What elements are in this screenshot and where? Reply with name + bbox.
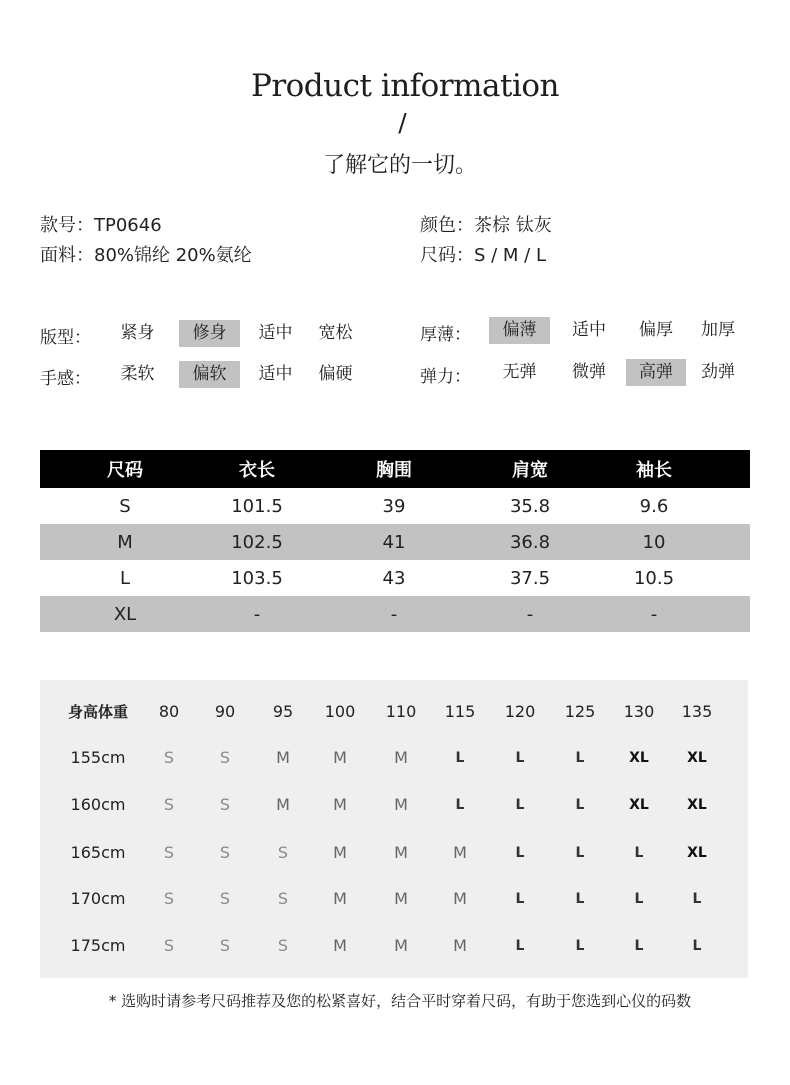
elasticity-option-unselected: 劲弹 (701, 362, 735, 382)
feel-option-unselected: 偏硬 (318, 364, 353, 384)
size-recommendation-cell: M (394, 889, 408, 908)
size-recommendation-cell: M (276, 748, 290, 767)
size-recommendation-cell: M (276, 795, 290, 814)
size-recommendation-cell: M (394, 843, 408, 862)
size-recommendation-cell: L (515, 845, 525, 861)
size-recommendation-cell: S (163, 936, 175, 955)
feel-option-selected: 偏软 (179, 361, 240, 388)
size-recommendation-cell: L (575, 797, 585, 813)
size-table-cell: - (390, 603, 398, 625)
weight-header-cell: 130 (623, 702, 655, 721)
size-recommendation-cell: L (575, 891, 585, 907)
elasticity-option-unselected: 微弹 (572, 362, 606, 382)
feel-option-unselected: 适中 (258, 364, 293, 384)
fit-attribute-label: 版型： (40, 328, 91, 348)
size-table-cell: 10 (642, 531, 666, 553)
size-table-cell: 102.5 (231, 531, 283, 553)
fit-option-selected: 修身 (179, 320, 240, 347)
size-table-header-cell: 尺码 (107, 460, 143, 481)
size-table-cell: L (119, 567, 131, 589)
size-recommendation-cell: M (453, 936, 467, 955)
size-table-cell: - (253, 603, 261, 625)
size-recommendation-cell: L (515, 891, 525, 907)
size-recommendation-cell: L (634, 845, 644, 861)
size-table-cell: 43 (382, 567, 406, 589)
size-recommendation-cell: S (219, 936, 231, 955)
fit-chart-row (40, 931, 748, 961)
size-table-header-cell: 胸围 (376, 460, 412, 481)
size-table-cell: 101.5 (231, 495, 283, 517)
size-recommendation-cell: S (219, 889, 231, 908)
height-label: 160cm (70, 795, 126, 814)
size-recommendation-cell: L (692, 938, 702, 954)
size-recommendation-cell: L (515, 938, 525, 954)
size-recommendation-cell: M (453, 843, 467, 862)
title-divider: / (398, 108, 407, 137)
size-recommendation-cell: M (333, 795, 347, 814)
size-recommendation-cell: L (634, 891, 644, 907)
fit-chart-row (40, 884, 748, 914)
size-recommendation-cell: L (515, 750, 525, 766)
elasticity-option-selected: 高弹 (626, 359, 686, 386)
weight-header-cell: 135 (681, 702, 713, 721)
size-table-cell: 35.8 (509, 495, 551, 517)
size-recommendation-cell: L (515, 797, 525, 813)
weight-header-cell: 120 (504, 702, 536, 721)
size-recommendation-cell: S (163, 748, 175, 767)
fit-option-unselected: 紧身 (120, 323, 155, 343)
size-recommendation-cell: L (575, 750, 585, 766)
size-recommendation-cell: S (163, 795, 175, 814)
size-recommendation-cell: L (634, 938, 644, 954)
size-recommendation-cell: M (333, 889, 347, 908)
size-table-cell: S (119, 495, 131, 517)
size-table-cell: 39 (382, 495, 406, 517)
size-recommendation-cell: XL (629, 750, 649, 766)
page-subtitle: 了解它的一切。 (322, 153, 477, 178)
size-table-cell: XL (113, 603, 137, 625)
size-recommendation-cell: M (394, 795, 408, 814)
size-recommendation-cell: S (163, 889, 175, 908)
thickness-option-selected: 偏薄 (489, 317, 550, 344)
thickness-option-unselected: 加厚 (701, 320, 735, 340)
size-recommendation-cell: XL (687, 797, 707, 813)
thickness-attribute-label: 厚薄： (420, 325, 471, 345)
size-table-cell: 41 (382, 531, 406, 553)
size-table-cell: - (526, 603, 534, 625)
size-recommendation-cell: S (277, 889, 289, 908)
size-recommendation-cell: M (394, 748, 408, 767)
size-recommendation-cell: XL (687, 845, 707, 861)
thickness-option-unselected: 偏厚 (639, 320, 673, 340)
height-label: 175cm (70, 936, 126, 955)
fit-chart-row (40, 838, 748, 868)
weight-header-cell: 115 (444, 702, 476, 721)
size-recommendation-cell: M (394, 936, 408, 955)
size-recommendation-cell: L (575, 845, 585, 861)
size-table-header (40, 450, 750, 488)
size-table-header-cell: 肩宽 (512, 460, 548, 481)
size-recommendation-cell: L (455, 797, 465, 813)
size-table-header-cell: 衣长 (239, 460, 275, 481)
size-table-row (40, 596, 750, 632)
size-recommendation-cell: M (453, 889, 467, 908)
size-recommendation-cell: M (333, 936, 347, 955)
size-recommendation-cell: L (692, 891, 702, 907)
size-recommendation-cell: XL (629, 797, 649, 813)
weight-header-cell: 110 (385, 702, 417, 721)
weight-header-cell: 90 (214, 702, 236, 721)
feel-option-unselected: 柔软 (120, 364, 155, 384)
size-recommendation-cell: S (219, 795, 231, 814)
height-label: 165cm (70, 843, 126, 862)
thickness-option-unselected: 适中 (572, 320, 606, 340)
footnote: * 选购时请参考尺码推荐及您的松紧喜好，结合平时穿着尺码，有助于您选到心仪的码数 (108, 992, 692, 1010)
size-table-header-cell: 袖长 (636, 460, 672, 481)
size-recommendation-cell: S (219, 748, 231, 767)
color-info: 颜色：茶棕 钛灰 (420, 215, 552, 236)
page-title: Product information (250, 68, 560, 104)
style-number: 款号：TP0646 (40, 215, 162, 236)
weight-header-cell: 125 (564, 702, 596, 721)
fit-chart-header-row (40, 697, 748, 727)
size-table-row (40, 524, 750, 560)
size-recommendation-cell: S (219, 843, 231, 862)
size-recommendation-cell: L (575, 938, 585, 954)
size-recommendation-cell: L (455, 750, 465, 766)
size-recommendation-cell: M (333, 843, 347, 862)
size-table-cell: M (117, 531, 133, 553)
fit-option-unselected: 适中 (258, 323, 293, 343)
size-recommendation-cell: S (163, 843, 175, 862)
elasticity-option-unselected: 无弹 (502, 362, 537, 382)
fabric-info: 面料：80%锦纶 20%氨纶 (40, 245, 252, 266)
size-table-cell: 37.5 (509, 567, 551, 589)
size-table-cell: 9.6 (639, 495, 669, 517)
fit-option-unselected: 宽松 (318, 323, 353, 343)
size-table-cell: 10.5 (633, 567, 675, 589)
size-info: 尺码：S / M / L (420, 245, 546, 266)
height-label: 155cm (70, 748, 126, 767)
size-recommendation-cell: XL (687, 750, 707, 766)
size-table-cell: 103.5 (231, 567, 283, 589)
size-recommendation-cell: S (277, 936, 289, 955)
feel-attribute-label: 手感： (40, 369, 91, 389)
size-measurement-table (40, 450, 750, 632)
fit-chart-row (40, 743, 748, 773)
elasticity-attribute-label: 弹力： (420, 367, 471, 387)
size-table-row (40, 488, 750, 524)
weight-header-cell: 100 (324, 702, 356, 721)
size-recommendation-cell: M (333, 748, 347, 767)
weight-header-cell: 80 (158, 702, 180, 721)
size-recommendation-chart (40, 680, 748, 978)
size-table-cell: - (650, 603, 658, 625)
weight-header-cell: 95 (272, 702, 294, 721)
fit-chart-corner-label: 身高体重 (67, 703, 128, 721)
height-label: 170cm (70, 889, 126, 908)
size-recommendation-cell: S (277, 843, 289, 862)
size-table-row (40, 560, 750, 596)
fit-chart-row (40, 790, 748, 820)
size-table-cell: 36.8 (509, 531, 551, 553)
